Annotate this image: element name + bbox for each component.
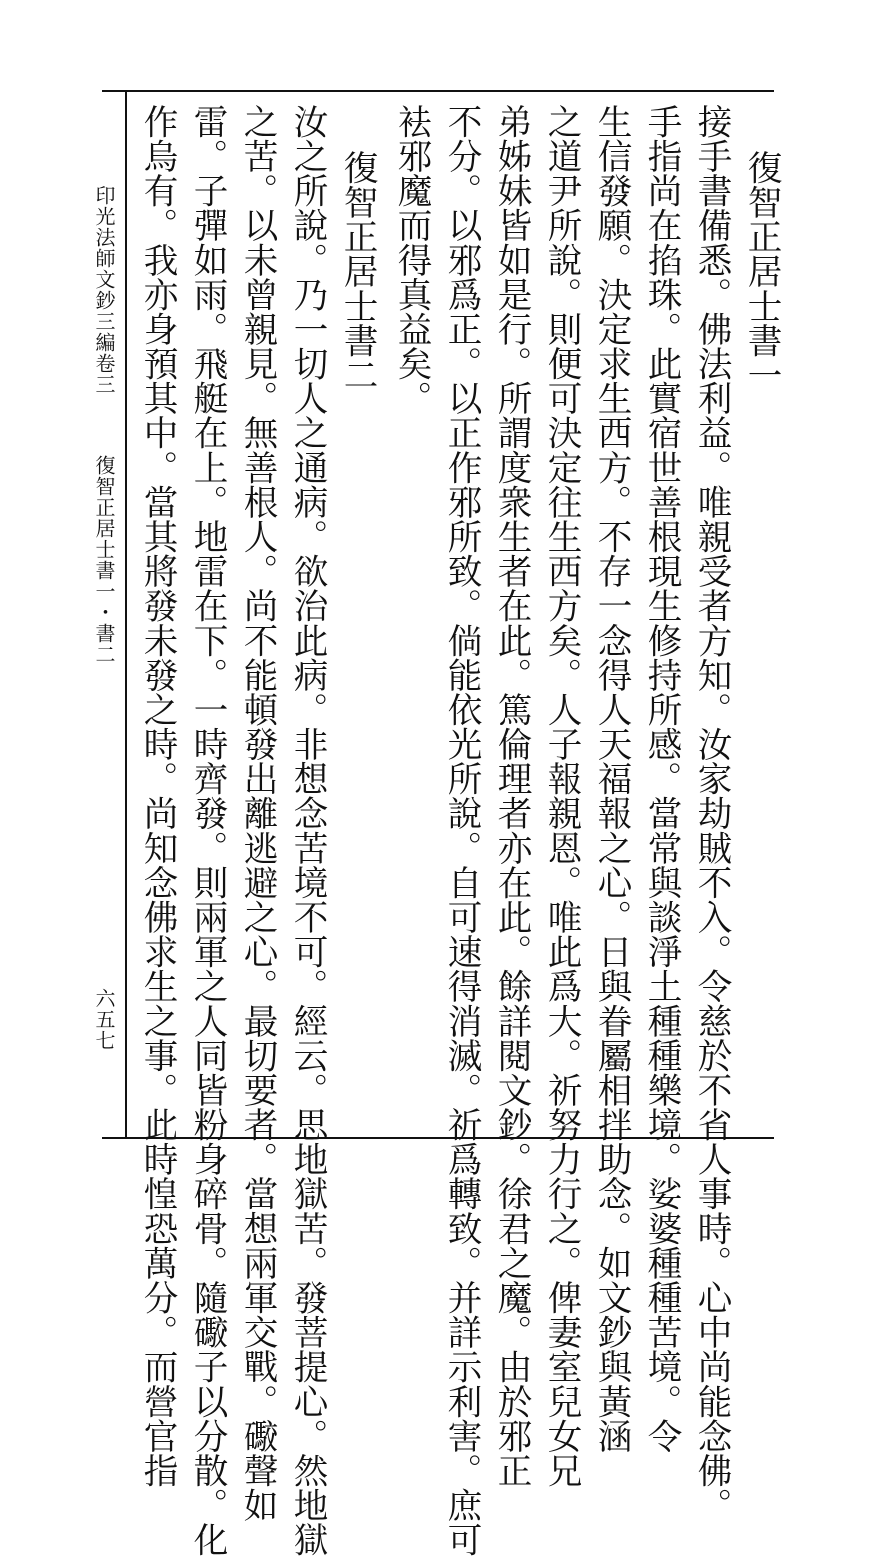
letter2-line-2: 之苦。以未曾親見。無善根人。尚不能頓發出離逃避之心。最切要者。當想兩軍交戰。礮聲如 [237, 104, 277, 1523]
letter1-line-2: 手指尚在掐珠。此實宿世善根現生修持所感。當常與談淨土種種樂境。娑婆種種苦境。令 [641, 104, 681, 1454]
page-number: 六五七 [92, 988, 116, 1051]
letter1-line-3: 生信發願。決定求生西方。不存一念得人天福報之心。日與眷屬相拌助念。如文鈔與黃涵 [591, 104, 631, 1454]
letter2-line-1: 汝之所說。乃一切人之通病。欲治此病。非想念苦境不可。經云。思地獄苦。發菩提心。然地獄 [287, 104, 327, 1557]
top-rule [102, 90, 774, 92]
letter2-line-4: 作烏有。我亦身預其中。當其將發未發之時。尚知念佛求生之事。此時惶恐萬分。而營官指 [137, 104, 177, 1488]
letter1-line-7: 袪邪魔而得真益矣。 [391, 104, 431, 416]
section-title: 復智正居士書一・書二 [92, 455, 116, 665]
letter1-line-1: 接手書備悉。佛法利益。唯親受者方知。汝家劫賊不入。令慈於不省人事時。心中尚能念佛。 [691, 104, 731, 1523]
letter1-line-6: 不分。以邪爲正。以正作邪所致。倘能依光所說。自可速得消滅。祈爲轉致。并詳示利害。庶可 [441, 104, 481, 1557]
letter2-line-3: 雷。子彈如雨。飛艇在上。地雷在下。一時齊發。則兩軍之人同皆粉身碎骨。隨礮子以分散。化 [187, 104, 227, 1557]
letter1-line-5: 弟姊妹皆如是行。所謂度衆生者在此。篤倫理者亦在此。餘詳閱文鈔。徐君之魔。由於邪正 [491, 104, 531, 1488]
letter1-title: 復智正居士書一 [741, 150, 781, 393]
margin-rule [125, 90, 127, 1139]
letter2-title: 復智正居士書二 [337, 150, 377, 393]
letter1-line-4: 之道尹所說。則便可決定往生西方矣。人子報親恩。唯此爲大。祈努力行之。俾妻室兒女兄 [541, 104, 581, 1488]
book-title: 印光法師文鈔三編卷三 [92, 185, 116, 395]
